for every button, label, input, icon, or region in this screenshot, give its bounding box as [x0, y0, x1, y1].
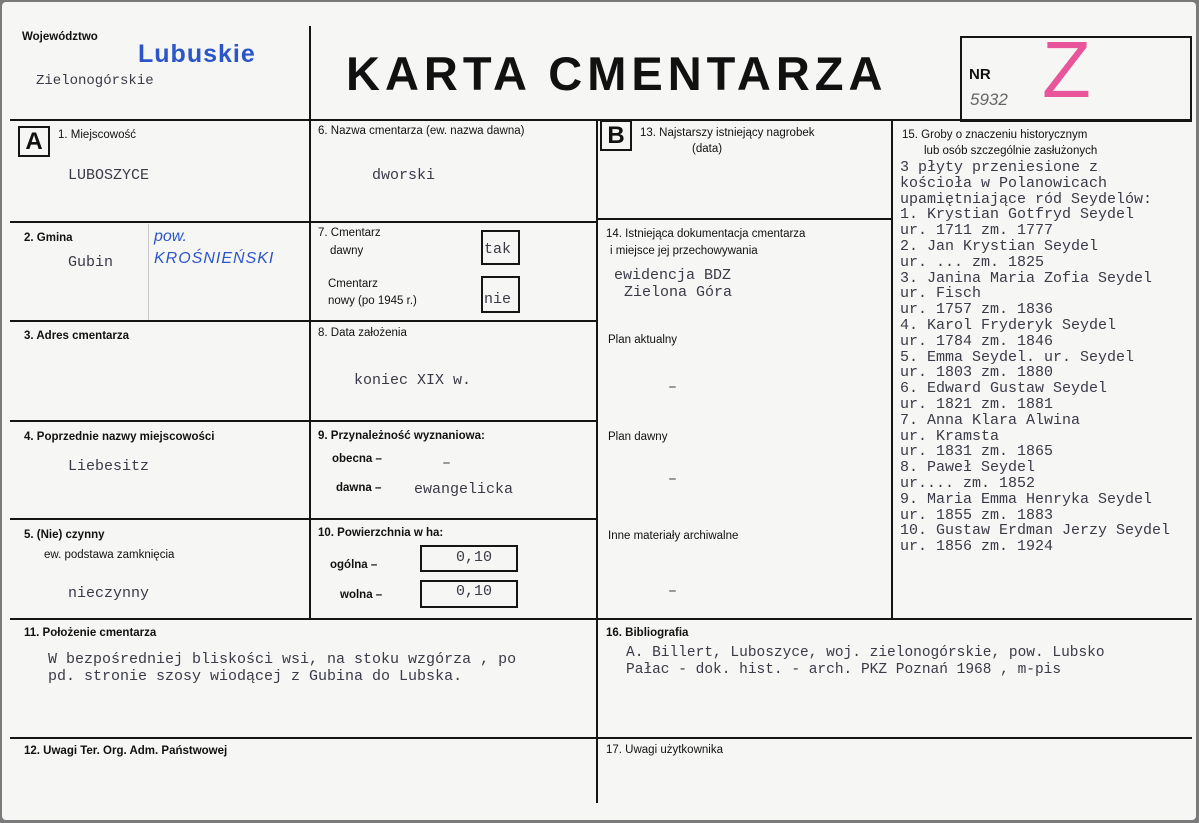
rule-row-b1 [596, 218, 893, 220]
grave-list-line: 1. Krystian Gotfryd Seydel [900, 206, 1135, 224]
plan-aktualny-label: Plan aktualny [608, 334, 678, 346]
grave-list-line: 3 płyty przeniesione z [900, 159, 1099, 176]
rule-col-3 [891, 119, 893, 619]
wojewodztwo-value: Lubuskie [138, 40, 256, 68]
field-17-label: 17. Uwagi użytkownika [606, 744, 723, 756]
field-8-value: koniec XIX w. [354, 372, 472, 389]
field-7-nowy-title: Cmentarz [328, 278, 378, 290]
plan-dawny-value: – [668, 471, 678, 488]
field-9-label: 9. Przynależność wyznaniowa: [318, 430, 485, 442]
field-2-label: 2. Gmina [24, 232, 73, 244]
grave-list-line: ur. 1855 zm. 1883 [900, 506, 1054, 524]
field-14-value-2: Zielona Góra [624, 284, 733, 301]
rule-row-a2 [10, 320, 598, 322]
grave-list-line: 9. Maria Emma Henryka Seydel [900, 490, 1153, 508]
grave-list-line: 3. Janina Maria Zofia Seydel [900, 269, 1153, 287]
grave-list-line: 10. Gustaw Erdman Jerzy Seydel [900, 522, 1171, 540]
field-12-label: 12. Uwagi Ter. Org. Adm. Państwowej [24, 745, 228, 757]
nr-label: NR [969, 66, 991, 83]
grave-list-line: ur. 1711 zm. 1777 [900, 222, 1054, 240]
field-15-sublabel: lub osób szczególnie zasłużonych [924, 145, 1098, 157]
grave-list-line: 6. Edward Gustaw Seydel [900, 380, 1108, 398]
field-1-value: LUBOSZYCE [68, 167, 150, 184]
field-14-label: 14. Istniejąca dokumentacja cmentarza [606, 228, 806, 240]
inne-materialy-label: Inne materiały archiwalne [608, 530, 739, 542]
field-7-label: 7. Cmentarz [318, 227, 381, 239]
grave-list-line: 2. Jan Krystian Seydel [900, 237, 1099, 255]
plan-dawny-label: Plan dawny [608, 431, 668, 443]
field-13-label: 13. Najstarszy istniejący nagrobek [640, 127, 815, 139]
field-8-label: 8. Data założenia [318, 327, 407, 339]
field-15-label: 15. Groby o znaczeniu historycznym [902, 129, 1088, 141]
field-11-line-1: W bezpośredniej bliskości wsi, na stoku wzgórza , po [48, 651, 517, 668]
nr-value: 5932 [970, 90, 1008, 109]
grave-list-line: 4. Karol Fryderyk Seydel [900, 316, 1117, 334]
field-7-dawny-label: dawny [330, 245, 364, 257]
field-10-label: 10. Powierzchnia w ha: [318, 527, 444, 539]
field-5-value: nieczynny [68, 585, 150, 602]
rule-row-main [10, 618, 1192, 620]
field-14-value-1: ewidencja BDZ [614, 267, 732, 284]
field-10-ogolna-value: 0,10 [456, 549, 493, 566]
rule-row-bottom [10, 737, 1192, 739]
grave-list-line: ur. ... zm. 1825 [900, 253, 1045, 271]
grave-list-line: 5. Emma Seydel. ur. Seydel [900, 348, 1135, 366]
field-7-nowy-label: nowy (po 1945 r.) [328, 295, 417, 307]
inne-materialy-value: – [668, 583, 678, 600]
historic-graves-list [900, 160, 1199, 555]
rule-vertical-header [309, 26, 311, 120]
wojewodztwo-old-value: Zielonogórskie [36, 73, 154, 89]
grave-list-line: kościoła w Polanowicach [900, 174, 1108, 192]
field-4-value: Liebesitz [68, 458, 150, 475]
field-13-sublabel: (data) [692, 143, 723, 155]
cemetery-card [2, 2, 1196, 820]
rule-row-a3 [10, 420, 598, 422]
page-title: KARTA CMENTARZA [346, 47, 888, 100]
field-9-obecna-value: – [442, 455, 452, 472]
grave-list-line: 7. Anna Klara Alwina [900, 411, 1081, 429]
field-14-sublabel: i miejsce jej przechowywania [610, 245, 758, 257]
grave-list-line: upamiętniające ród Seydelów: [900, 190, 1153, 208]
field-6-label: 6. Nazwa cmentarza (ew. nazwa dawna) [318, 125, 525, 137]
field-10-ogolna-label: ogólna – [330, 559, 378, 571]
grave-list-line: ur. 1831 zm. 1865 [900, 443, 1054, 461]
grave-list-line: ur. Kramsta [900, 427, 1000, 445]
field-3-label: 3. Adres cmentarza [24, 330, 130, 342]
field-6-value: dworski [372, 167, 436, 184]
field-2-pow-label: pow. [154, 228, 187, 245]
field-1-label: 1. Miejscowość [58, 129, 136, 141]
field-11-line-2: pd. stronie szosy wiodącej z Gubina do Lubska. [48, 668, 463, 685]
field-11-label: 11. Położenie cmentarza [24, 627, 157, 639]
plan-aktualny-value: – [668, 379, 678, 396]
wojewodztwo-label: Województwo [22, 31, 98, 43]
rule-row-a1 [10, 221, 598, 223]
grave-list-line: ur. 1784 zm. 1846 [900, 332, 1054, 350]
grave-list-line: ur.... zm. 1852 [900, 474, 1036, 492]
rule-col-1 [309, 119, 311, 619]
field-9-dawna-label: dawna – [336, 482, 382, 494]
field-10-wolna-label: wolna – [340, 589, 383, 601]
field-9-dawna-value: ewangelicka [414, 481, 514, 498]
bibliography-line-2: Pałac - dok. hist. - arch. PKZ Poznań 1968 , m-pis [626, 662, 1062, 678]
field-7-dawny-value: tak [484, 241, 512, 258]
grave-list-line: ur. 1821 zm. 1881 [900, 395, 1054, 413]
field-10-wolna-value: 0,10 [456, 583, 493, 600]
nr-letter-marker: Z [1042, 25, 1091, 114]
grave-list-line: ur. 1803 zm. 1880 [900, 364, 1054, 382]
field-16-label: 16. Bibliografia [606, 627, 689, 639]
rule-row-a4 [10, 518, 598, 520]
section-a-marker: A [18, 126, 50, 157]
field-4-label: 4. Poprzednie nazwy miejscowości [24, 431, 215, 443]
field-9-obecna-label: obecna – [332, 453, 382, 465]
grave-list-line: 8. Paweł Seydel [900, 459, 1036, 477]
field-5-label: 5. (Nie) czynny [24, 529, 105, 541]
bibliography-line-1: A. Billert, Luboszyce, woj. zielonogórskie, pow. Lubsko [626, 645, 1105, 661]
field-5-sublabel: ew. podstawa zamknięcia [44, 549, 175, 561]
field-2-pow-value: KROŚNIEŃSKI [154, 250, 275, 267]
field-7-nowy-value: nie [484, 291, 512, 308]
rule-blue-divider [148, 224, 149, 320]
section-b-marker: B [600, 120, 632, 151]
grave-list-line: ur. 1757 zm. 1836 [900, 301, 1054, 319]
field-2-value: Gubin [68, 254, 114, 271]
grave-list-line: ur. 1856 zm. 1924 [900, 538, 1054, 556]
grave-list-line: ur. Fisch [900, 285, 982, 303]
